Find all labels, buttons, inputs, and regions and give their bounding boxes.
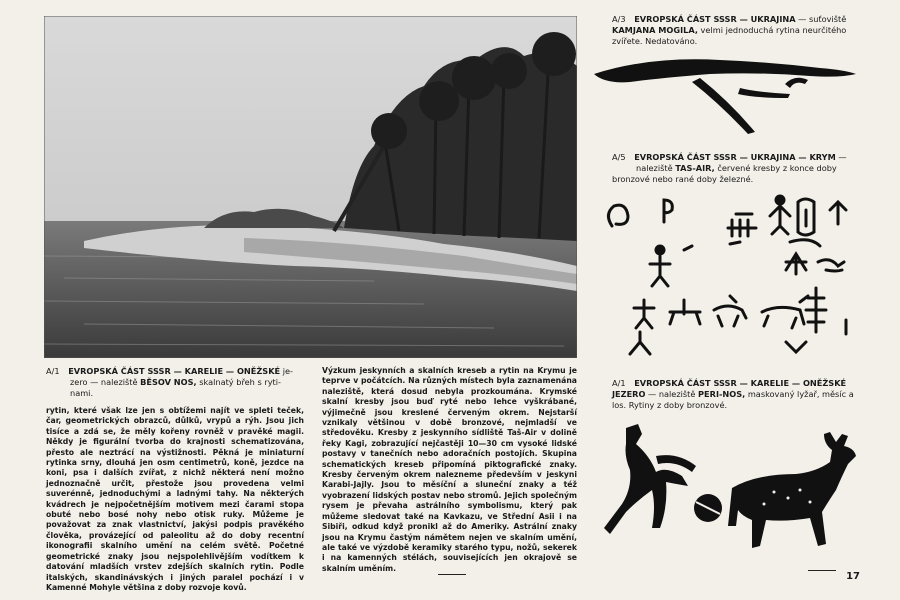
caption-a3-rest: velmi jednoduchá rytina neurčitého zvířete. Nedatováno. xyxy=(612,25,847,46)
skier-moon-elk-figure xyxy=(596,416,866,566)
caption-text-start: je- xyxy=(280,366,294,376)
caption-a3-after: — suťoviště xyxy=(795,14,847,24)
caption-peri-nos-after: — naleziště xyxy=(645,389,699,399)
page-number: 17 xyxy=(846,571,860,582)
photo-caption xyxy=(46,366,301,399)
caption-peri-nos-site: PERI-NOS, xyxy=(698,389,746,399)
caption-a5-line2: naleziště xyxy=(636,163,676,173)
body-column-2 xyxy=(322,366,577,574)
body-paragraph-1: rytin, které však lze jen s obtížemi najít ve spleti teček, čar, geometrických obrazců, důlků, vrypů a rýh. Jsou jich tisíce a zdá se, že měly kořeny rovněž v pravěké magii. Někdy je figurální tvorba do krajnosti schematizována, přesto ale neztrácí na výstižnosti. Pěkná je miniaturní rytinka srny, dlouhá jen osm centimetrů, koně, jezdce na koni, psa i dalších zvířat, z nichž některá není možno jednoznačně určit, přestože jsou provedena velmi suverénně, jednoduchými a ladnými tahy. Na některých kvádrech je nejpočetnějším motivem mezi čarami stopa obuté nebo bosé nohy nebo otisk ruky. Můžeme je považovat za znak vlastnictví, jakýsi podpis pravěkého člověka, provázející od paleolitu až do doby recentní ikonografii skalního umění na celém světě. Početné geometrické znaky jsou nejspolehlivějším vodítkem k datování mladších vrstev zdejších skalních rytin. Podle italských, skandinávských i jiných paralel pochází i v Kamenné Mohyle většina z doby rozvoje kovů. xyxy=(46,406,304,592)
caption-a3-id: A/3 xyxy=(612,14,626,24)
caption-line3: nami. xyxy=(70,388,94,398)
caption-a5-rest: červené kresby z konce doby bronzové nebo rané doby železné. xyxy=(612,163,837,184)
figure-end-rule xyxy=(808,570,836,571)
caption-peri-nos-id: A/1 xyxy=(612,378,626,388)
caption-a5-site: TAS-AIR, xyxy=(675,163,715,173)
caption-a3-region: EVROPSKÁ ČÁST SSSR — UKRAJINA xyxy=(634,14,796,24)
body-column-1 xyxy=(46,406,304,593)
caption-peri-nos xyxy=(612,378,862,411)
animal-engraving-figure xyxy=(590,52,860,137)
caption-line2: zero — naleziště xyxy=(70,377,141,387)
caption-rest: skalnatý břeh s ryti- xyxy=(196,377,281,387)
caption-a5 xyxy=(612,152,862,185)
caption-a3-site: KAMJANA MOGILA, xyxy=(612,25,698,35)
caption-a3 xyxy=(612,14,862,47)
caption-a5-id: A/5 xyxy=(612,152,626,162)
caption-a5-after: — xyxy=(835,152,847,162)
caption-peri-nos-region: EVROPSKÁ ČÁST SSSR — KARELIE — ONĚŽSKÉ JEZERO xyxy=(612,378,847,399)
caption-peri-nos-rest: maskovaný lyžař, měsíc a los. Rytiny z doby bronzové. xyxy=(612,389,854,410)
pictograph-figure xyxy=(600,192,862,360)
caption-region: EVROPSKÁ ČÁST SSSR — KARELIE — ONĚŽSKÉ xyxy=(68,366,281,376)
column-end-rule xyxy=(438,574,466,575)
caption-a5-region: EVROPSKÁ ČÁST SSSR — UKRAJINA — KRYM xyxy=(634,152,836,162)
body-paragraph-2: Výzkum jeskynních a skalních kreseb a rytin na Krymu je teprve v počátcích. Na různých místech byla zaznamenána naleziště, která dosud nebyla prozkoumána. Krymské skalní kresby jsou buď ryté nebo lehce vyškrábané, výjimečně jsou kreslené červeným okrem. Nejstarší vznikaly většinou v době bronzové, nejmladší ve středověku. Kresby z jeskynního sídliště Taš-Air v dolině řeky Kagi, zobrazující nejčastěji 10—30 cm vysoké lidské postavy v tanečních nebo adoračních postojích. Skupina schematických kreseb připomíná piktografické znaky. Kresby červeným okrem nalezneme především v jeskyni Karabi-Jajly. Jsou to měsíční a sluneční znaky a též vyobrazení lidských postav nebo stromů. Jejich společným rysem je převaha astrálního symbolismu, který pak můžeme sledovat také na Kavkazu, ve Střední Asii i na Sibiři, odkud když pronikl až do Ameriky. Astrální znaky jsou na Krymu častým námětem nejen ve skalním umění, ale také ve výzdobě keramiky starého typu, nožů, sekerek i na kamenných stélách, souvisejících jen okrajově se skalním uměním. xyxy=(322,366,577,573)
landscape-photo xyxy=(44,16,577,358)
caption-id: A/1 xyxy=(46,366,60,376)
caption-site: BĚSOV NOS, xyxy=(140,377,197,387)
